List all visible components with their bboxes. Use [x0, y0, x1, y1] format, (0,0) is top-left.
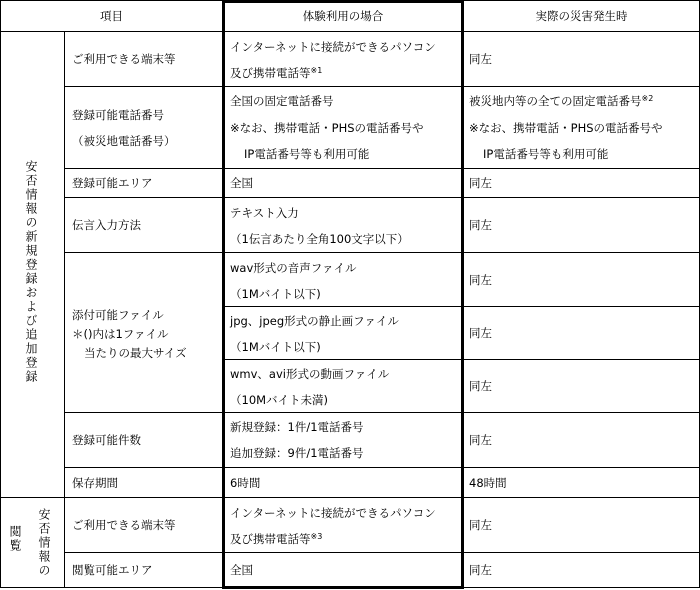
trial-count-line1: 新規登録：1件/1電話番号: [230, 420, 364, 434]
trial-attach-image-line1: jpg、jpeg形式の静止画ファイル: [230, 314, 399, 328]
trial-method-line2: （1伝言あたり全角100文字以下）: [230, 232, 409, 246]
group-viewing-right: 安否情報の: [37, 508, 51, 578]
rule: [0, 0, 1, 588]
highlight-frame-right: [461, 0, 464, 589]
disaster-attach-audio: 同左: [469, 273, 492, 287]
group-viewing-left: 閲覧: [8, 525, 22, 553]
disaster-count: 同左: [469, 433, 492, 447]
disaster-view-terminals: 同左: [469, 518, 492, 532]
highlight-frame-left: [222, 0, 225, 589]
trial-attach-audio-line1: wav形式の音声ファイル: [230, 261, 357, 275]
disaster-method: 同左: [469, 218, 492, 232]
trial-attach-video-line2: （10Mバイト未満): [230, 393, 329, 407]
trial-terminals-line2: 及び携帯電話等$^{※1}$: [230, 66, 323, 80]
rule: [64, 86, 700, 87]
label-retention: 保存期間: [72, 476, 118, 490]
trial-attach-video-line1: wmv、avi形式の動画ファイル: [230, 367, 390, 381]
trial-phone-line3: IP電話番号等も利用可能: [244, 147, 370, 161]
trial-view-terminals-line1: インターネットに接続ができるパソコン: [230, 506, 436, 520]
rule: [0, 31, 700, 32]
disaster-phone-line2: ※なお、携帯電話・PHSの電話番号や: [469, 121, 663, 135]
label-attachments-line3: 当たりの最大サイズ: [84, 346, 187, 360]
group-registration: 安否情報の新規登録および追加登録: [24, 160, 38, 384]
rule: [64, 31, 65, 588]
label-phone-line1: 登録可能電話番号: [72, 108, 164, 122]
trial-attach-audio-line2: （1Mバイト以下): [230, 287, 321, 301]
disaster-attach-video: 同左: [469, 379, 492, 393]
trial-attach-image-line2: （1Mバイト以下): [230, 340, 321, 354]
trial-terminals-line1: インターネットに接続ができるパソコン: [230, 40, 436, 54]
trial-phone-line1: 全国の固定電話番号: [230, 94, 334, 108]
trial-count-line2: 追加登録：9件/1電話番号: [230, 446, 364, 460]
disaster-attach-image: 同左: [469, 326, 492, 340]
disaster-area: 同左: [469, 176, 492, 190]
disaster-terminals: 同左: [469, 52, 492, 66]
label-terminals: ご利用できる端末等: [72, 52, 176, 66]
rule: [64, 252, 700, 253]
rule: [0, 497, 700, 498]
header-item: 項目: [100, 9, 123, 23]
label-view-area: 閲覧可能エリア: [72, 563, 153, 577]
label-attachments-line1: 添付可能ファイル: [72, 308, 164, 322]
highlight-frame-top: [222, 0, 464, 3]
disaster-phone-line3: IP電話番号等も利用可能: [483, 147, 609, 161]
disaster-retention: 48時間: [469, 476, 507, 490]
trial-retention: 6時間: [230, 476, 261, 490]
disaster-view-area: 同左: [469, 563, 492, 577]
trial-view-area: 全国: [230, 563, 253, 577]
trial-phone-line2: ※なお、携帯電話・PHSの電話番号や: [230, 121, 424, 135]
label-attachments-line2: ＊()内は1ファイル: [72, 327, 169, 341]
label-method: 伝言入力方法: [72, 218, 141, 232]
trial-view-terminals-line2: 及び携帯電話等$^{※3}$: [230, 532, 323, 546]
rule: [64, 168, 700, 169]
disaster-phone-line1: 被災地内等の全ての固定電話番号$^{※2}$: [469, 94, 654, 108]
rule: [64, 412, 700, 413]
trial-method-line1: テキスト入力: [230, 206, 299, 220]
trial-area: 全国: [230, 176, 253, 190]
label-view-terminals: ご利用できる端末等: [72, 518, 176, 532]
rule: [64, 197, 700, 198]
header-trial: 体験利用の場合: [302, 9, 384, 23]
label-area: 登録可能エリア: [72, 176, 153, 190]
rule: [64, 552, 700, 553]
rule: [64, 467, 700, 468]
header-disaster: 実際の災害発生時: [535, 9, 628, 23]
label-count: 登録可能件数: [72, 433, 141, 447]
label-phone-line2: （被災地電話番号）: [72, 134, 176, 148]
highlight-frame-bottom: [222, 586, 464, 589]
